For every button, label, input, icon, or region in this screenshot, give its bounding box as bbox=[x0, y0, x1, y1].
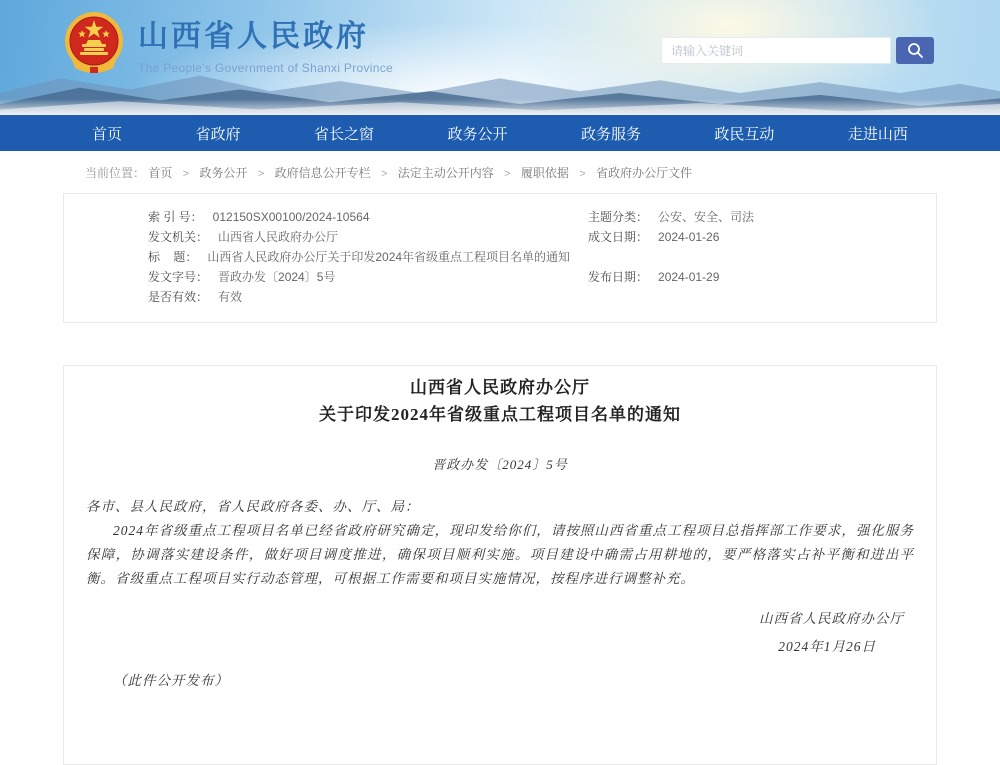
nav-item-gov-services[interactable]: 政务服务 bbox=[580, 125, 641, 143]
document-body bbox=[86, 495, 914, 591]
breadcrumb-separator: > bbox=[257, 168, 265, 180]
breadcrumb-item-gov-disclosure[interactable]: 政务公开 bbox=[199, 166, 248, 180]
nav-item-public-interaction[interactable]: 政民互动 bbox=[714, 125, 775, 143]
main-nav bbox=[0, 115, 1000, 151]
search-input[interactable] bbox=[661, 37, 891, 64]
meta-row-publish-date bbox=[588, 267, 754, 287]
document-salutation: 各市、县人民政府，省人民政府各委、办、厅、局： bbox=[86, 499, 420, 514]
brand-text bbox=[138, 11, 393, 75]
nav-inner bbox=[60, 115, 940, 151]
breadcrumb-prefix: 当前位置： bbox=[85, 166, 146, 180]
document-card bbox=[63, 365, 937, 765]
meta-label: 发布日期： bbox=[588, 270, 649, 284]
document-number: 晋政办发〔2024〕5号 bbox=[432, 457, 568, 472]
breadcrumb-item-home[interactable]: 首页 bbox=[148, 166, 173, 180]
meta-value: 晋政办发〔2024〕5号 bbox=[218, 270, 336, 284]
breadcrumb-separator: > bbox=[381, 168, 388, 180]
signature-organization: 山西省人民政府办公厅 bbox=[759, 611, 904, 626]
meta-row-validity bbox=[148, 287, 936, 307]
breadcrumb-item-duty-basis[interactable]: 履职依据 bbox=[520, 166, 569, 180]
meta-value: 山西省人民政府办公厅关于印发2024年省级重点工程项目名单的通知 bbox=[207, 250, 571, 264]
meta-value: 山西省人民政府办公厅 bbox=[218, 230, 339, 244]
national-emblem-icon bbox=[62, 8, 126, 78]
meta-label: 主题分类： bbox=[588, 210, 649, 224]
meta-label: 索 引 号： bbox=[148, 210, 203, 224]
meta-row-theme-category bbox=[588, 207, 754, 227]
meta-row-index-number bbox=[148, 207, 936, 227]
site-brand bbox=[62, 8, 393, 78]
breadcrumb bbox=[0, 151, 1000, 193]
nav-item-gov-disclosure[interactable]: 政务公开 bbox=[447, 125, 508, 143]
search-box bbox=[661, 37, 934, 64]
breadcrumb-item-statutory-content[interactable]: 法定主动公开内容 bbox=[397, 166, 494, 180]
breadcrumb-separator: > bbox=[504, 168, 511, 180]
meta-left-column bbox=[64, 207, 936, 307]
site-subtitle: The People's Government of Shanxi Province bbox=[138, 61, 394, 75]
breadcrumb-separator: > bbox=[182, 168, 190, 180]
breadcrumb-item-info-disclosure-column[interactable]: 政府信息公开专栏 bbox=[274, 166, 371, 180]
meta-row-written-date bbox=[588, 227, 754, 247]
meta-row-title bbox=[148, 247, 936, 267]
meta-label: 发文字号： bbox=[148, 270, 209, 284]
signature-block bbox=[86, 607, 914, 655]
document-paragraph: 2024年省级重点工程项目名单已经省政府研究确定，现印发给你们，请按照山西省重点工程项目总指挥部工作要求，强化服务保障，协调落实建设条件，做好项目调度推进，确保项目顺利实施。项目建设中确需占用耕地的，要严格落实占补平衡和进出平衡。省级重点工程项目实行动态管理，可根据工作需要和项目实施情况，按程序进行调整补充。 bbox=[86, 523, 914, 586]
meta-value: 有效 bbox=[218, 290, 243, 304]
meta-row-issuing-agency bbox=[148, 227, 936, 247]
meta-value: 公安、安全、司法 bbox=[658, 210, 755, 224]
site-header bbox=[0, 0, 1000, 115]
breadcrumb-separator: > bbox=[579, 168, 586, 180]
document-title-line2: 关于印发2024年省级重点工程项目名单的通知 bbox=[319, 405, 681, 424]
meta-right-column bbox=[588, 207, 754, 287]
meta-value: 2024-01-29 bbox=[658, 270, 720, 284]
breadcrumb-item-office-documents[interactable]: 省政府办公厅文件 bbox=[596, 166, 693, 180]
meta-value: 012150SX00100/2024-10564 bbox=[212, 210, 370, 224]
document-meta-card bbox=[63, 193, 937, 323]
nav-item-governor-window[interactable]: 省长之窗 bbox=[313, 125, 374, 143]
meta-label: 是否有效： bbox=[148, 290, 209, 304]
meta-row-doc-number bbox=[148, 267, 936, 287]
site-title: 山西省人民政府 bbox=[138, 20, 369, 53]
nav-item-discover-shanxi[interactable]: 走进山西 bbox=[847, 125, 908, 143]
document-title-line1: 山西省人民政府办公厅 bbox=[410, 378, 590, 397]
search-icon bbox=[907, 42, 924, 59]
meta-label: 标 题： bbox=[148, 250, 198, 264]
nav-item-provincial-government[interactable]: 省政府 bbox=[195, 125, 241, 143]
search-button[interactable] bbox=[896, 37, 934, 64]
meta-label: 成文日期： bbox=[588, 230, 649, 244]
nav-item-home[interactable]: 首页 bbox=[92, 125, 123, 143]
public-release-note: （此件公开发布） bbox=[113, 673, 229, 688]
meta-label: 发文机关： bbox=[148, 230, 209, 244]
signature-date: 2024年1月26日 bbox=[778, 639, 876, 654]
meta-value: 2024-01-26 bbox=[658, 230, 720, 244]
